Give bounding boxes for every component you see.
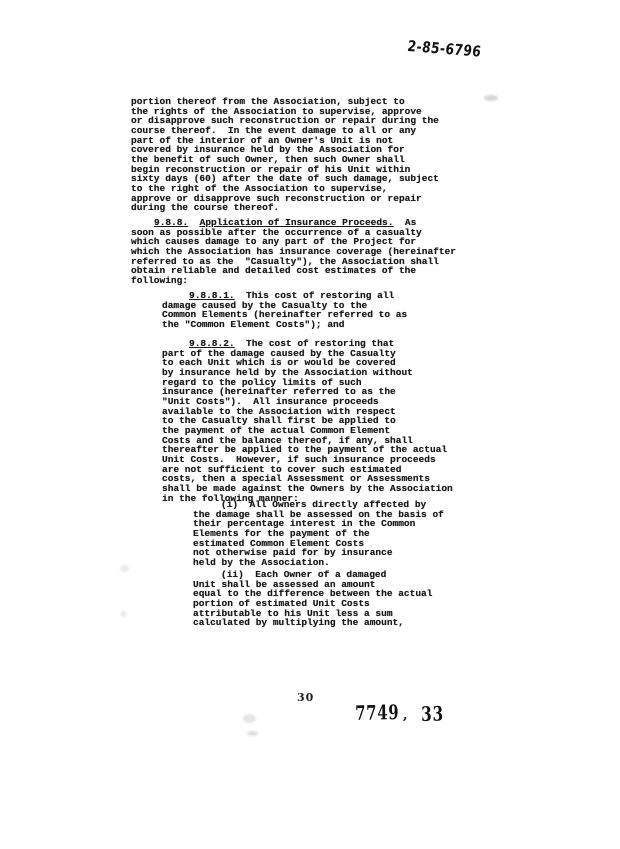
text-line: Unit Costs. However, if such insurance proceeds [162, 453, 436, 465]
scan-smudge [484, 95, 498, 101]
text-line: covered by insurance held by the Association for [131, 144, 405, 156]
text-line: are not sufficient to cover such estimated [162, 463, 402, 475]
scan-smudge [120, 565, 129, 572]
text-line: thereafter be applied to the payment of the actual [162, 444, 448, 456]
scan-smudge [247, 731, 258, 736]
text-line: portion thereof from the Association, subject to [131, 96, 405, 107]
stamp-separator: , [403, 708, 408, 723]
text-line: the payment of the actual Common Element [162, 424, 391, 436]
text-line: 9.8.8.2. The cost of restoring that [189, 338, 395, 349]
text-line: Unit shall be assessed an amount [193, 578, 376, 590]
text-line: "Unit Costs"). All insurance proceeds [162, 395, 379, 407]
text-line: referred to as the "Casualty"), the Association shall [131, 255, 439, 267]
text-line: Costs and the balance thereof, if any, shall [162, 434, 413, 446]
text-line: calculated by multiplying the amount, [193, 617, 404, 629]
text-line: following: [131, 274, 189, 286]
text-line: begin reconstruction or repair of his Unit within [131, 163, 411, 175]
text-line: during the course thereof. [131, 202, 280, 214]
text-line: approve or disapprove such reconstruction or repair [131, 192, 422, 204]
text-line: part of the damage caused by the Casualty [162, 347, 396, 359]
scan-smudge [121, 611, 126, 617]
paragraph-clause-ii [193, 570, 432, 628]
text-line: not otherwise paid for by insurance [193, 547, 393, 559]
stamp-page-number: 33 [421, 701, 444, 726]
text-line: the benefit of such Owner, then such Owner shall [131, 153, 405, 165]
text-line: which causes damage to any part of the Project for [131, 236, 417, 248]
text-line: portion of estimated Unit Costs [193, 597, 370, 609]
page-number: 30 [297, 691, 315, 704]
text-line: held by the Association. [193, 556, 330, 568]
text-line: or disapprove such reconstruction or repair during the [131, 115, 439, 127]
text-line: (ii) Each Owner of a damaged [221, 569, 387, 580]
text-line: the damage shall be assessed on the basis of [193, 508, 444, 520]
text-line: part of the interior of an Owner's Unit is not [131, 134, 394, 146]
scan-smudge [243, 714, 256, 723]
stamp-book-number: 7749 [355, 699, 400, 725]
paragraph-section-9-8-8 [131, 218, 456, 286]
text-line: the rights of the Association to supervise, approve [131, 105, 422, 117]
text-line: to each Unit which is or would be covered [162, 357, 396, 369]
text-line: sixty days (60) after the date of such damage, subject [131, 173, 439, 185]
paragraph-continuation [131, 97, 439, 213]
text-line: by insurance held by the Association without [162, 366, 413, 378]
text-line: course thereof. In the event damage to all or any [131, 124, 417, 136]
text-line: their percentage interest in the Common [193, 518, 416, 530]
text-line: the "Common Element Costs"); and [162, 318, 345, 330]
text-line: (i) All Owners directly affected by [221, 499, 427, 510]
text-line: damage caused by the Casualty to the [162, 299, 368, 311]
text-line: available to the Association with respect [162, 405, 396, 417]
text-line: Common Elements (hereinafter referred to as [162, 309, 408, 321]
text-line: in the following manner: [162, 492, 299, 504]
text-line: soon as possible after the occurrence of a casualty [131, 226, 422, 238]
text-line: shall be made against the Owners by the Association [162, 482, 453, 494]
text-line: estimated Common Element Costs [193, 537, 365, 549]
text-line: to the right of the Association to supervise, [131, 182, 388, 194]
text-line: equal to the difference between the actual [193, 588, 433, 600]
text-line: Elements for the payment of the [193, 527, 370, 539]
text-line: regard to the policy limits of such [162, 376, 362, 388]
handwritten-docket-number: 2-85-6796 [406, 37, 483, 61]
text-line: insurance (hereinafter referred to as the [162, 386, 396, 398]
text-line: obtain reliable and detailed cost estimates of the [131, 265, 417, 277]
text-line: 9.8.8. Application of Insurance Proceeds. As [154, 217, 417, 228]
paragraph-section-9-8-8-1 [162, 291, 407, 330]
text-line: to the Casualty shall first be applied to [162, 415, 396, 427]
text-line: costs, then a special Assessment or Assessments [162, 473, 430, 485]
paragraph-clause-i [193, 500, 444, 568]
paragraph-section-9-8-8-2 [162, 339, 453, 503]
text-line: attributable to his Unit less a sum [193, 607, 393, 619]
text-line: which the Association has insurance coverage (hereinafter [131, 245, 456, 257]
text-line: 9.8.8.1. This cost of restoring all [189, 290, 395, 301]
